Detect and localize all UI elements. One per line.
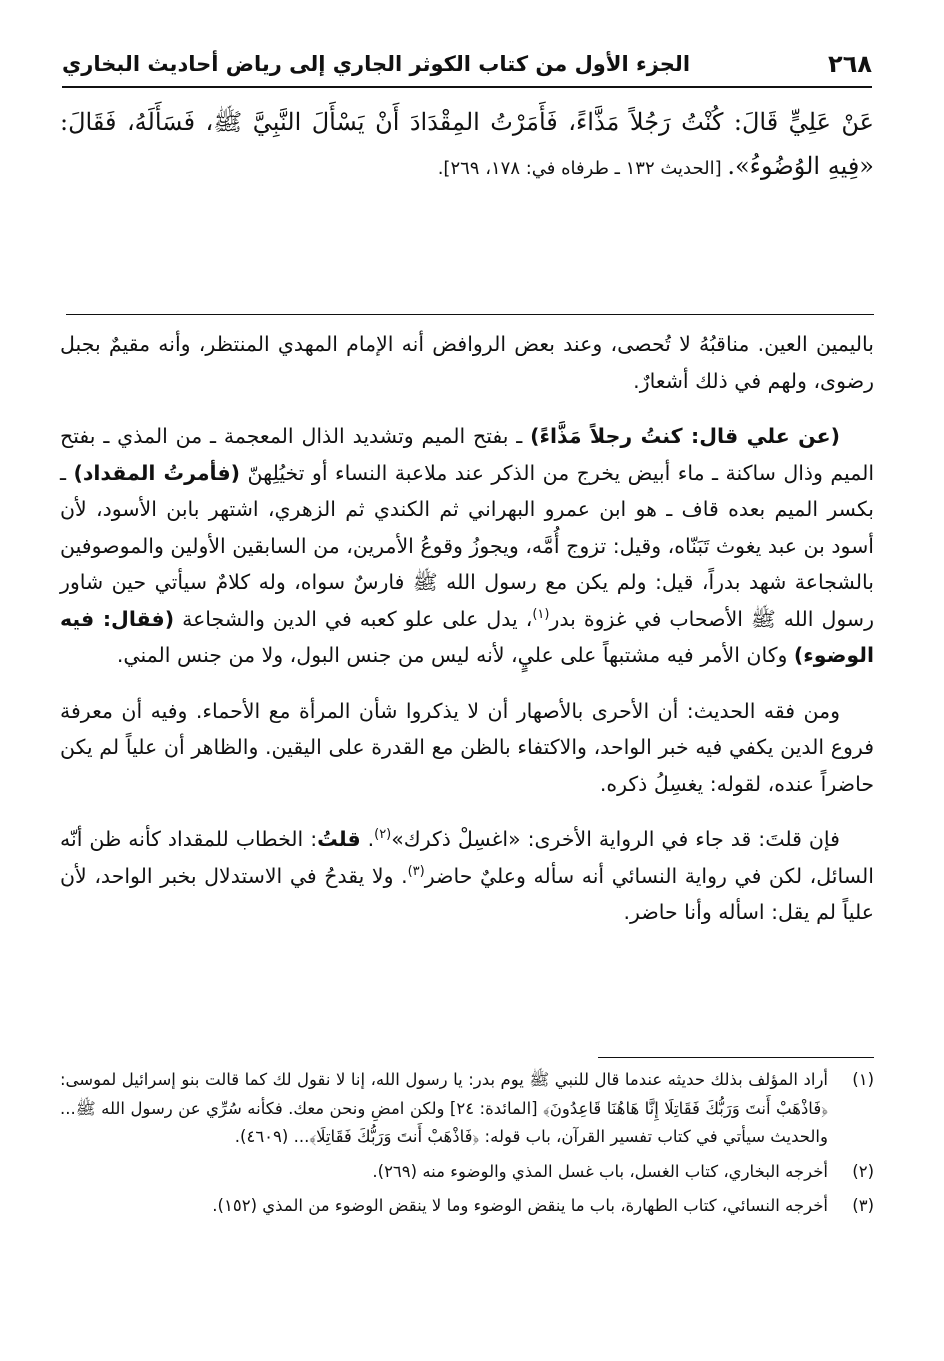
quoted-phrase: (فأمرتُ المقداد) [73,460,241,485]
footnote-number: (١) [852,1070,874,1089]
footnote-rule [598,1057,874,1058]
footnote-marker[interactable]: (١) [532,606,550,622]
quoted-phrase: قلتُ [317,827,361,851]
hadith-body: عَنْ عَلِيٍّ قَالَ: كُنْتُ رَجُلاً مَذَّاءً، فَأَمَرْتُ المِقْدَادَ أَنْ يَسْأَلَ النَّبِيَّ ﷺ، فَسَأَلَهُ، فَقَالَ: «فِيهِ الوُضُوءُ». [60,108,875,180]
commentary-paragraph-4: فإن قلتَ: قد جاء في الرواية الأخرى: «اغسِلْ ذكرك»$^{(٢)}$. قلتُ: الخطاب للمقداد كأنه ظن أنّه السائل، لكن في رواية النسائي أنه سأله وعليٌ حاضر$^{(٣)}$. ولا يقدحُ في الاستدلال بخبر الواحد، لأن علياً لم يقل: اسأله وأنا حاضر. [60,827,874,924]
footnote-text: أخرجه البخاري، كتاب الغسل، باب غسل المذي والوضوء منه (٢٦٩). [372,1161,828,1181]
footnotes [60,1066,874,1227]
commentary [60,326,874,950]
page-number: ٢٦٨ [828,50,872,78]
page-header [62,44,872,84]
footnote-item [60,1158,874,1187]
header-rule [62,86,872,88]
commentary-paragraph-2: (عن علي قال: كنتُ رجلاً مَذَّاءً) ـ بفتح الميم وتشديد الذال المعجمة ـ من المذي ـ بفتح الميم وذال ساكنة ـ ماء أبيض يخرج من الذكر عند ملاعبة النساء أو تخيُلِهنّ (فأمرتُ المقداد) ـ بكسر الميم بعده قاف ـ هو ابن عمرو البهراني ثم الكندي ثم الزهري، اشتهر بابن الأسود، لأن أسود بن عبد يغوث تَبَنّاه، وقيل: تزوج أُمَّه، ويجوزُ وقوعُ الأمرين، من السابقين الأولين والموصوفين بالشجاعة شهد بدراً، قيل: ولم يكن مع رسول الله ﷺ فارسٌ سواه، وله كلامٌ سيأتي حين شاور رسول الله ﷺ الأصحاب في غزوة بدر$^{(١)}$، يدل على علو كعبه في الدين والشجاعة (فقال: فيه الوضوء) وكان الأمر فيه مشتبهاً على عليٍ، لأنه ليس من جنس البول، ولا من جنس المني. [60,424,875,667]
footnote-item [60,1192,874,1221]
hadith-reference: [الحديث ١٣٢ ـ طرفاه في: ١٧٨، ٢٦٩]. [437,158,728,179]
footnote-text: أراد المؤلف بذلك حديثه عندما قال للنبي ﷺ يوم بدر: يا رسول الله، إنا لا نقول لك كما قالت بنو إسرائيل لموسى: ﴿فَاذْهَبْ أَنتَ وَرَبُّكَ فَقَاتِلَا إِنَّا هَاهُنَا قَاعِدُونَ﴾ [المائدة: ٢٤] ولكن امضِ ونحن معك. فكأنه سُرِّي عن رسول الله ﷺ... والحديث سيأتي في كتاب تفسير القرآن، باب قوله: ﴿فَاذْهَبْ أَنتَ وَرَبُّكَ فَقَاتِلَا﴾... (٤٦٠٩). [60,1070,828,1146]
footnote-number: (٢) [852,1161,874,1181]
hadith-text [60,100,874,191]
footnote-text: أخرجه النسائي، كتاب الطهارة، باب ما ينقض الوضوء وما لا ينقض الوضوء من المذي (١٥٢). [212,1196,828,1215]
quoted-phrase: (عن علي قال: كنتُ رجلاً مَذَّاءً) [530,424,840,448]
footnote-item [60,1066,874,1152]
commentary-paragraph-1: باليمين العين. مناقبُهُ لا تُحصى، وعند بعض الروافض أنه الإمام المهدي المنتظر، وأنه مقيمٌ بجبل رضوى، ولهم في ذلك أشعارٌ. [60,332,874,393]
footnote-marker[interactable]: (٣) [407,863,425,879]
running-title: الجزء الأول من كتاب الكوثر الجاري إلى رياض أحاديث البخاري [62,52,691,76]
footnote-number: (٣) [852,1196,874,1215]
quoted-phrase: (فقال: فيه الوضوء) [60,606,874,667]
commentary-paragraph-3: ومن فقه الحديث: أن الأحرى بالأصهار أن لا يذكروا شأن المرأة مع الأحماء. وفيه أن معرفة فروع الدين يكفي فيه خبر الواحد، والاكتفاء بالظن مع القدرة على اليقين. والظاهر أن علياً لم يكن حاضراً عنده، لقوله: يغسِلُ ذكره. [60,698,874,796]
section-divider [66,314,874,315]
footnote-marker[interactable]: (٢) [374,827,392,843]
